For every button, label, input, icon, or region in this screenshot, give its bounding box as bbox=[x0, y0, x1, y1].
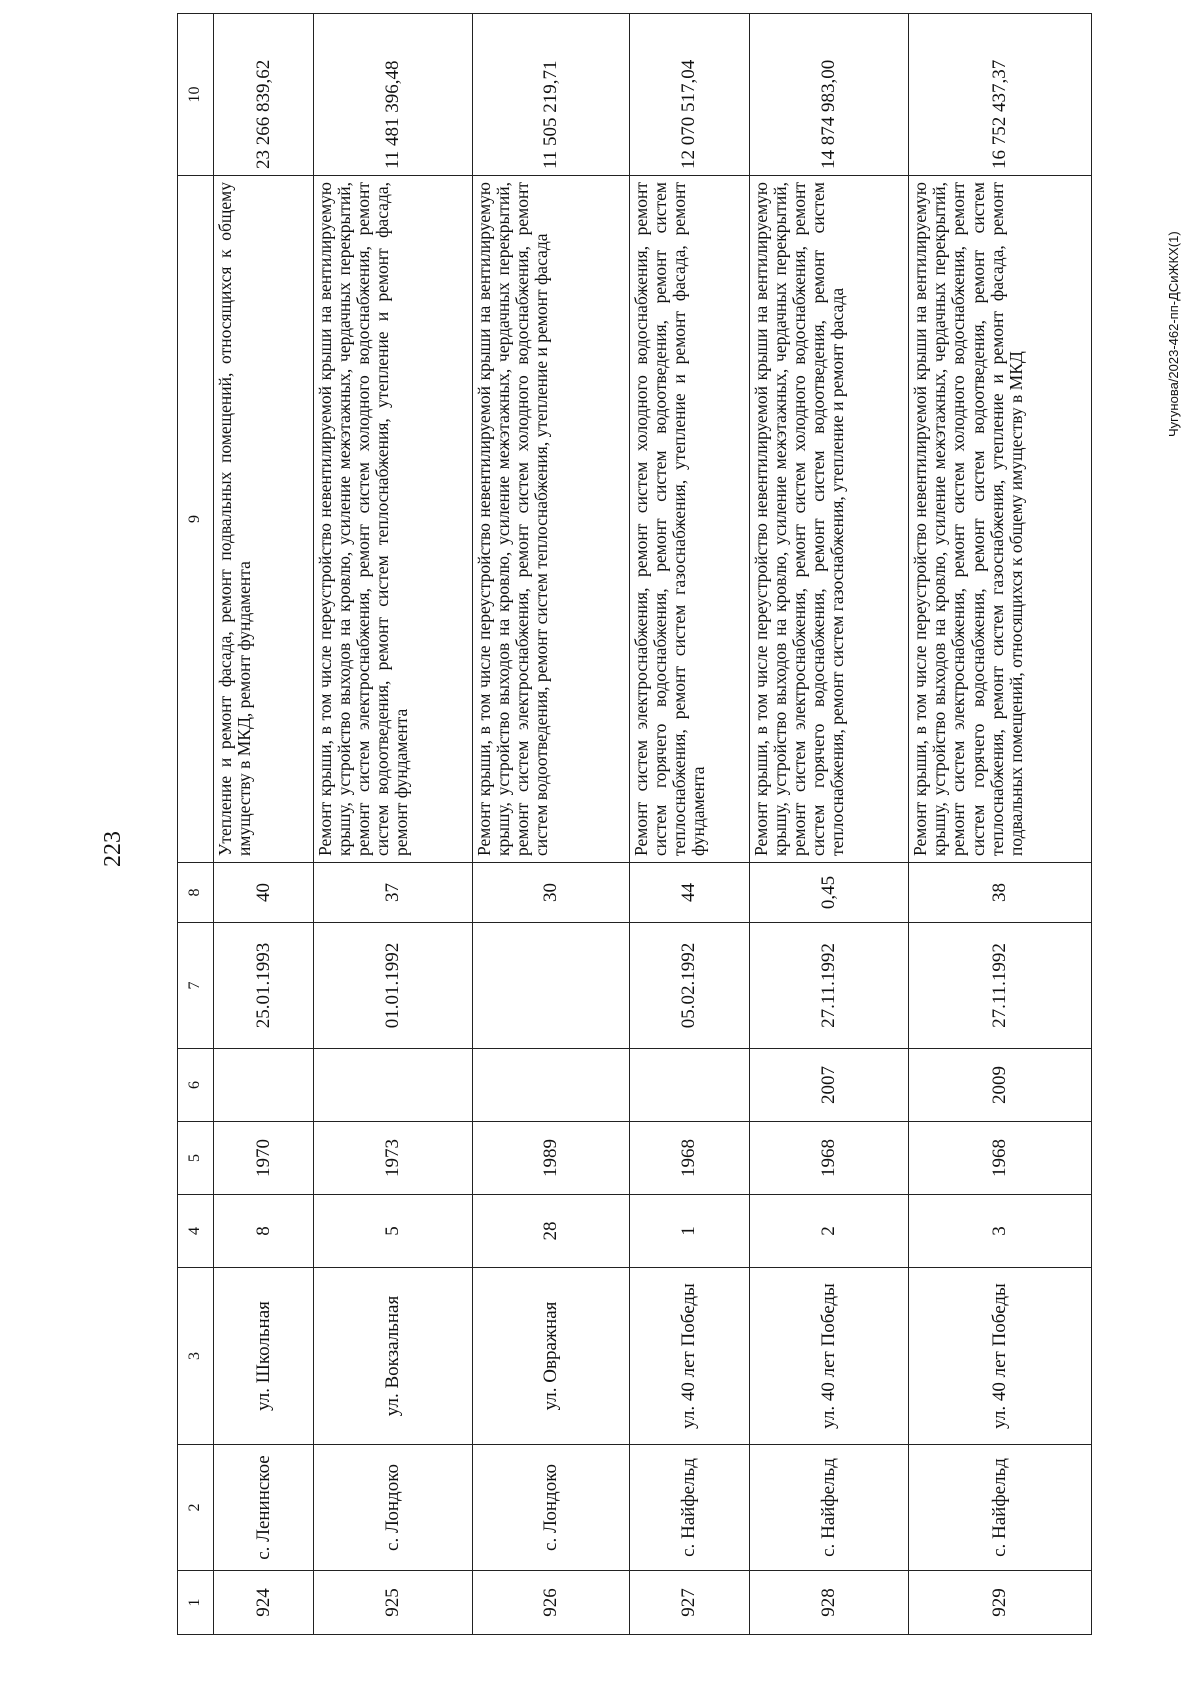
cost-cell: 23 266 839,62 bbox=[214, 14, 314, 176]
row-number: 924 bbox=[214, 1571, 314, 1635]
cost-cell: 11 505 219,71 bbox=[472, 14, 630, 176]
house-cell: 3 bbox=[909, 1195, 1092, 1268]
column-number: 8 bbox=[178, 863, 214, 923]
wear-cell: 44 bbox=[630, 863, 749, 923]
cost-cell: 12 070 517,04 bbox=[630, 14, 749, 176]
date-cell bbox=[472, 923, 630, 1049]
column-number: 4 bbox=[178, 1195, 214, 1268]
works-cell: Утепление и ремонт фасада, ремонт подвальных помещений, относящихся к общему имуществу в МКД, ремонт фундамента bbox=[214, 176, 314, 863]
year-built-cell: 1973 bbox=[313, 1122, 472, 1195]
column-number: 7 bbox=[178, 923, 214, 1049]
column-number: 5 bbox=[178, 1122, 214, 1195]
house-cell: 28 bbox=[472, 1195, 630, 1268]
column-number: 6 bbox=[178, 1049, 214, 1122]
row-number: 927 bbox=[630, 1571, 749, 1635]
column-number: 2 bbox=[178, 1445, 214, 1571]
year-built-cell: 1989 bbox=[472, 1122, 630, 1195]
works-cell: Ремонт крыши, в том числе переустройство невентилируемой крыши на вентилируемую крышу, устройство выходов на кровлю, усиление межэтажных, чердачных перекрытий, ремонт систем электроснабжения, ремонт систем холодного водоснабжения, ремонт систем горячего водоснабжения, ремонт систем водоотведения, ремонт систем теплоснабжения, ремонт систем газоснабжения, утепление и ремонт фасада bbox=[749, 176, 909, 863]
wear-cell: 40 bbox=[214, 863, 314, 923]
date-cell: 27.11.1992 bbox=[909, 923, 1092, 1049]
settlement-cell: с. Найфельд bbox=[630, 1445, 749, 1571]
column-number: 10 bbox=[178, 14, 214, 176]
house-cell: 8 bbox=[214, 1195, 314, 1268]
column-number: 3 bbox=[178, 1268, 214, 1445]
year-renovated-cell: 2009 bbox=[909, 1049, 1092, 1122]
year-renovated-cell bbox=[214, 1049, 314, 1122]
house-cell: 2 bbox=[749, 1195, 909, 1268]
page-number: 223 bbox=[100, 831, 126, 867]
year-renovated-cell bbox=[472, 1049, 630, 1122]
table-row bbox=[630, 14, 749, 1635]
wear-cell: 30 bbox=[472, 863, 630, 923]
street-cell: ул. Школьная bbox=[214, 1268, 314, 1445]
year-built-cell: 1968 bbox=[749, 1122, 909, 1195]
settlement-cell: с. Лондоко bbox=[472, 1445, 630, 1571]
table-row bbox=[909, 14, 1092, 1635]
row-number: 925 bbox=[313, 1571, 472, 1635]
cost-cell: 14 874 983,00 bbox=[749, 14, 909, 176]
settlement-cell: с. Найфельд bbox=[749, 1445, 909, 1571]
cost-cell: 11 481 396,48 bbox=[313, 14, 472, 176]
wear-cell: 38 bbox=[909, 863, 1092, 923]
repair-program-table bbox=[177, 13, 1092, 1635]
column-number-row bbox=[178, 14, 214, 1635]
year-built-cell: 1970 bbox=[214, 1122, 314, 1195]
year-renovated-cell: 2007 bbox=[749, 1049, 909, 1122]
wear-cell: 0,45 bbox=[749, 863, 909, 923]
wear-cell: 37 bbox=[313, 863, 472, 923]
street-cell: ул. 40 лет Победы bbox=[909, 1268, 1092, 1445]
year-renovated-cell bbox=[630, 1049, 749, 1122]
row-number: 929 bbox=[909, 1571, 1092, 1635]
settlement-cell: с. Лондоко bbox=[313, 1445, 472, 1571]
works-cell: Ремонт крыши, в том числе переустройство невентилируемой крыши на вентилируемую крышу, устройство выходов на кровлю, усиление межэтажных, чердачных перекрытий, ремонт систем электроснабжения, ремонт систем холодного водоснабжения, ремонт систем водоотведения, ремонт систем теплоснабжения, утепление и ремонт фасада, ремонт фундамента bbox=[313, 176, 472, 863]
table-row bbox=[214, 14, 314, 1635]
table-row bbox=[313, 14, 472, 1635]
settlement-cell: с. Ленинское bbox=[214, 1445, 314, 1571]
row-number: 926 bbox=[472, 1571, 630, 1635]
row-number: 928 bbox=[749, 1571, 909, 1635]
document-footer: Чугунова/2023-462-пп-ДСиЖКХ(1) bbox=[1166, 231, 1181, 437]
cost-cell: 16 752 437,37 bbox=[909, 14, 1092, 176]
date-cell: 05.02.1992 bbox=[630, 923, 749, 1049]
street-cell: ул. Вокзальная bbox=[313, 1268, 472, 1445]
year-built-cell: 1968 bbox=[909, 1122, 1092, 1195]
street-cell: ул. 40 лет Победы bbox=[749, 1268, 909, 1445]
date-cell: 25.01.1993 bbox=[214, 923, 314, 1049]
year-renovated-cell bbox=[313, 1049, 472, 1122]
works-cell: Ремонт систем электроснабжения, ремонт систем холодного водоснабжения, ремонт систем горячего водоснабжения, ремонт систем водоотведения, ремонт систем теплоснабжения, ремонт систем газоснабжения, утепление и ремонт фасада, ремонт фундамента bbox=[630, 176, 749, 863]
year-built-cell: 1968 bbox=[630, 1122, 749, 1195]
column-number: 9 bbox=[178, 176, 214, 863]
house-cell: 5 bbox=[313, 1195, 472, 1268]
works-cell: Ремонт крыши, в том числе переустройство невентилируемой крыши на вентилируемую крышу, устройство выходов на кровлю, усиление межэтажных, чердачных перекрытий, ремонт систем электроснабжения, ремонт систем холодного водоснабжения, ремонт систем горячего водоснабжения, ремонт систем водоотведения, ремонт систем теплоснабжения, ремонт систем газоснабжения, утепление и ремонт фасада, ремонт подвальных помещений, относящихся к общему имуществу в МКД bbox=[909, 176, 1092, 863]
street-cell: ул. Овражная bbox=[472, 1268, 630, 1445]
date-cell: 27.11.1992 bbox=[749, 923, 909, 1049]
date-cell: 01.01.1992 bbox=[313, 923, 472, 1049]
table-row bbox=[749, 14, 909, 1635]
house-cell: 1 bbox=[630, 1195, 749, 1268]
column-number: 1 bbox=[178, 1571, 214, 1635]
street-cell: ул. 40 лет Победы bbox=[630, 1268, 749, 1445]
works-cell: Ремонт крыши, в том числе переустройство невентилируемой крыши на вентилируемую крышу, устройство выходов на кровлю, усиление межэтажных, чердачных перекрытий, ремонт систем электроснабжения, ремонт систем холодного водоснабжения, ремонт систем водоотведения, ремонт систем теплоснабжения, утепление и ремонт фасада bbox=[472, 176, 630, 863]
settlement-cell: с. Найфельд bbox=[909, 1445, 1092, 1571]
table-row bbox=[472, 14, 630, 1635]
